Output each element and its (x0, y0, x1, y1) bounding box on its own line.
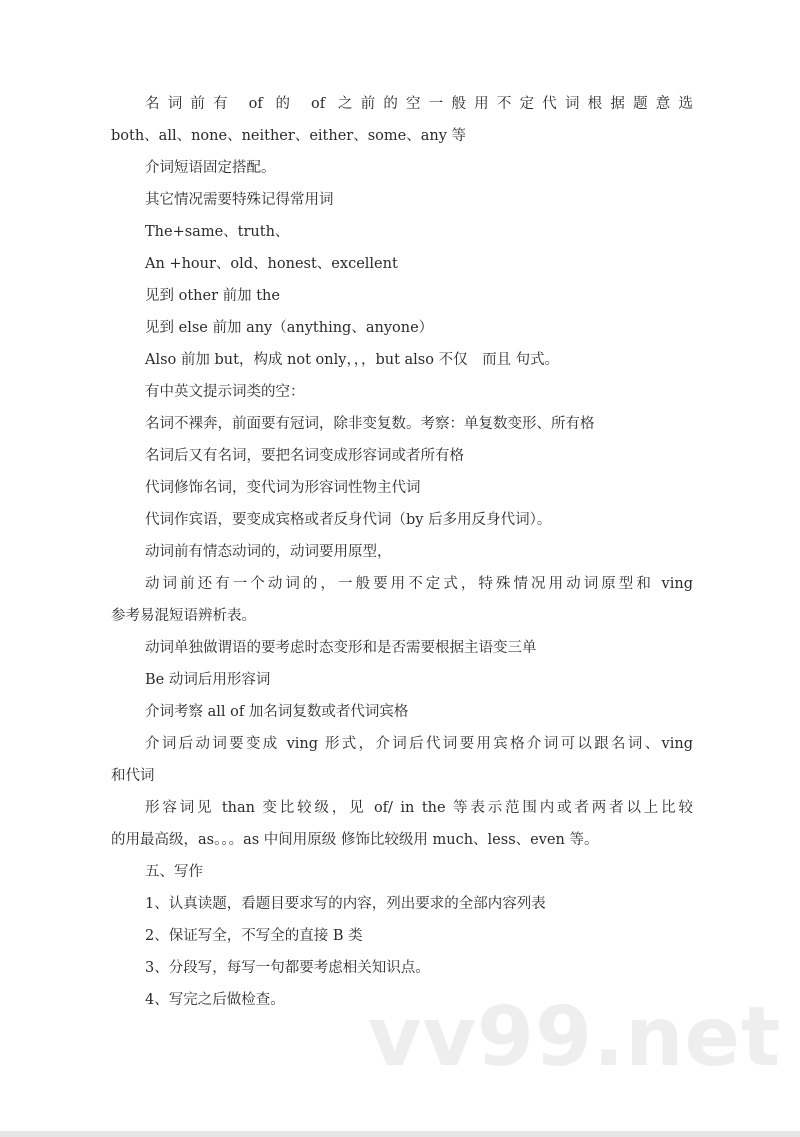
text-line: 有中英文提示词类的空： (145, 384, 305, 400)
text-line: 代词作宾语，要变成宾格或者反身代词（by 后多用反身代词）。 (145, 512, 552, 528)
text-line: both、all、none、neither、either、some、any 等 (111, 128, 467, 144)
document-body (111, 88, 693, 1016)
text-line: 2、保证写全，不写全的直接 B 类 (145, 928, 363, 944)
text-line: 五、写作 (145, 864, 203, 880)
text-line: 介词考察 all of 加名词复数或者代词宾格 (145, 704, 409, 720)
text-line: 的用最高级，as。。。as 中间用原级 修饰比较级用 much、less、even 等。 (111, 832, 599, 848)
text-line: 名词不裸奔，前面要有冠词，除非变复数。考察：单复数变形、所有格 (145, 416, 595, 432)
text-line: 介词短语固定搭配。 (145, 160, 276, 176)
text-line: 动词前有情态动词的，动词要用原型， (145, 544, 392, 560)
text-line: 3、分段写，每写一句都要考虑相关知识点。 (145, 960, 430, 976)
page-bottom-edge (0, 1131, 800, 1137)
text-line: 介词后动词要变成 ving 形式，介词后代词要用宾格介词可以跟名词、ving (145, 736, 693, 752)
text-line: 动词单独做谓语的要考虑时态变形和是否需要根据主语变三单 (145, 640, 537, 656)
text-line: 形容词见 than 变比较级，见 of/ in the 等表示范围内或者两者以上比较 (145, 800, 693, 816)
text-line: Be 动词后用形容词 (145, 672, 271, 688)
text-line: Also 前加 but，构成 not only，，，but also 不仅 而且 句式。 (145, 352, 560, 368)
watermark: vv99.net (368, 990, 782, 1085)
text-line: The+same、truth、 (145, 224, 290, 240)
text-line: 动词前还有一个动词的，一般要用不定式，特殊情况用动词原型和 ving (145, 576, 693, 592)
text-line: 名词后又有名词，要把名词变成形容词或者所有格 (145, 448, 464, 464)
text-line: An +hour、old、honest、excellent (145, 256, 398, 272)
text-line: 代词修饰名词，变代词为形容词性物主代词 (145, 480, 421, 496)
text-line: 名词前有 of 的 of 之前的空一般用不定代词根据题意选 (145, 96, 693, 112)
text-line: 见到 else 前加 any（anything、anyone） (145, 320, 434, 336)
text-line: 和代词 (111, 768, 155, 784)
text-line: 其它情况需要特殊记得常用词 (145, 192, 334, 208)
text-line: 1、认真读题，看题目要求写的内容，列出要求的全部内容列表 (145, 896, 546, 912)
text-line: 4、写完之后做检查。 (145, 992, 285, 1008)
text-line: 见到 other 前加 the (145, 288, 280, 304)
text-line: 参考易混短语辨析表。 (111, 608, 256, 624)
